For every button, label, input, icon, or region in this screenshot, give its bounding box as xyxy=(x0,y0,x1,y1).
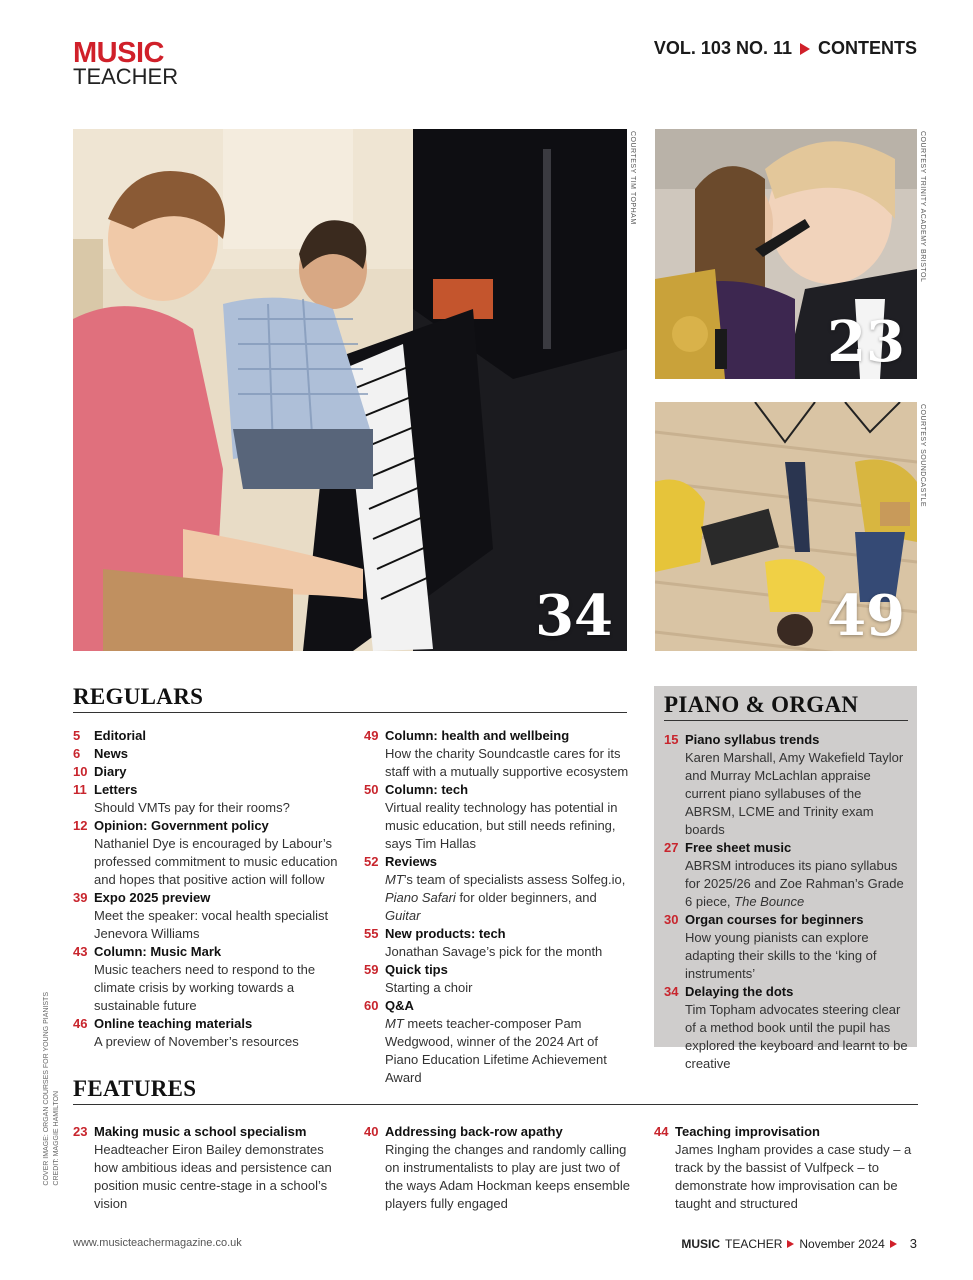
toc-entry[interactable] xyxy=(73,943,343,1015)
page-number: 59 xyxy=(364,962,379,977)
toc-entry[interactable] xyxy=(73,727,343,745)
entry-title: Diary xyxy=(94,764,127,779)
arrow-right-icon xyxy=(787,1240,794,1248)
photo-page-number: 49 xyxy=(827,583,905,649)
entry-title: Column: Music Mark xyxy=(94,944,222,959)
features-column-2 xyxy=(364,1123,632,1213)
entry-description: Should VMTs pay for their rooms? xyxy=(94,800,290,815)
arrow-right-icon xyxy=(800,43,810,55)
entry-title: News xyxy=(94,746,128,761)
footer-date: November 2024 xyxy=(799,1236,885,1251)
entry-title: Teaching improvisation xyxy=(675,1124,820,1139)
photo-credit: COURTESY TIM TOPHAM xyxy=(629,131,636,225)
entry-title: Column: health and wellbeing xyxy=(385,728,570,743)
cover-credit-line: CREDIT: MAGGIE HAMILTON xyxy=(53,1090,60,1186)
entry-description: Karen Marshall, Amy Wakefield Taylor and Murray McLachlan appraise current piano syllabuses of the ABRSM, LCME and Trinity exam boards xyxy=(685,750,904,837)
issue-header xyxy=(654,38,917,59)
page-number: 6 xyxy=(73,746,81,761)
page-number: 23 xyxy=(73,1124,88,1139)
website-link[interactable]: www.musicteachermagazine.co.uk xyxy=(73,1237,242,1249)
page-number: 27 xyxy=(664,840,679,855)
page-number: 15 xyxy=(664,732,679,747)
entry-title: Organ courses for beginners xyxy=(685,912,864,927)
page-number: 3 xyxy=(909,1236,917,1251)
page-number: 49 xyxy=(364,728,379,743)
toc-entry[interactable] xyxy=(364,727,632,781)
page-number: 39 xyxy=(73,890,88,905)
toc-entry[interactable] xyxy=(73,763,343,781)
arrow-right-icon xyxy=(890,1240,897,1248)
entry-title: Online teaching materials xyxy=(94,1016,253,1031)
photo-credit: COURTESY SOUNDCASTLE xyxy=(919,404,926,508)
toc-entry[interactable] xyxy=(364,997,632,1087)
photo-page-number: 34 xyxy=(535,583,613,649)
photo-page-number: 23 xyxy=(827,309,905,375)
entry-description: Tim Topham advocates steering clear of a method book until the pupil has explored the keyboard and learnt to be creative xyxy=(685,1002,908,1071)
page-number: 44 xyxy=(654,1124,669,1139)
entry-description: A preview of November’s resources xyxy=(94,1034,299,1049)
toc-entry[interactable] xyxy=(73,1123,343,1213)
page-number: 30 xyxy=(664,912,679,927)
piano-organ-heading: PIANO & ORGAN xyxy=(664,692,908,721)
photo-credit: COURTESY TRINITY ACADEMY BRISTOL xyxy=(919,131,926,283)
toc-entry[interactable] xyxy=(73,889,343,943)
page-number: 10 xyxy=(73,764,88,779)
toc-entry[interactable] xyxy=(73,1015,343,1051)
piano-organ-panel xyxy=(654,686,917,1071)
toc-entry[interactable] xyxy=(664,839,908,911)
features-column-1 xyxy=(73,1123,343,1213)
entry-description: How the charity Soundcastle cares for its staff with a mutually supportive ecosystem xyxy=(385,746,629,779)
piano-lesson-illustration xyxy=(73,129,627,651)
issue-number: VOL. 103 NO. 11 xyxy=(653,38,792,58)
footer-magazine-bold: MUSIC xyxy=(681,1236,721,1251)
toc-entry[interactable] xyxy=(364,781,632,853)
page-number: 60 xyxy=(364,998,379,1013)
page-number: 12 xyxy=(73,818,88,833)
page-number: 55 xyxy=(364,926,379,941)
cover-image-credit xyxy=(42,992,62,1186)
footer-magazine-rest: TEACHER xyxy=(725,1236,783,1251)
logo-teacher: TEACHER xyxy=(73,63,179,89)
entry-description: Music teachers need to respond to the climate crisis by working towards a sustainable future xyxy=(94,962,316,1013)
cover-credit-line: COVER IMAGE: ORGAN COURSES FOR YOUNG PIANISTS xyxy=(43,992,50,1186)
toc-entry[interactable] xyxy=(654,1123,917,1213)
toc-entry[interactable] xyxy=(73,781,343,817)
entry-title: Piano syllabus trends xyxy=(685,732,820,747)
toc-entry[interactable] xyxy=(364,925,632,961)
entry-description: Ringing the changes and randomly calling on instrumentalists to play are just two of the ways Adam Hockman keeps ensemble players fully engaged xyxy=(385,1142,630,1211)
entry-title: Reviews xyxy=(385,854,438,869)
entry-description: James Ingham provides a case study – a track by the bassist of Vulfpeck – to demonstrate how improvisation can be taught and structured xyxy=(675,1142,912,1211)
entry-title: Quick tips xyxy=(385,962,448,977)
entry-title: Delaying the dots xyxy=(685,984,794,999)
entry-description: How young pianists can explore adapting their skills to the ‘king of instruments’ xyxy=(685,930,877,981)
magazine-logo xyxy=(73,37,179,89)
features-column-3 xyxy=(654,1123,917,1213)
footer-folio xyxy=(681,1236,917,1251)
section-label: CONTENTS xyxy=(818,38,917,58)
page-number: 11 xyxy=(73,782,87,797)
entry-title: Editorial xyxy=(94,728,147,743)
toc-entry[interactable] xyxy=(664,911,908,983)
page-number: 40 xyxy=(364,1124,379,1139)
entry-description: Headteacher Eiron Bailey demonstrates how ambitious ideas and persistence can position music centre-stage in a school’s vision xyxy=(94,1142,332,1211)
entry-title: Opinion: Government policy xyxy=(94,818,269,833)
page-number: 52 xyxy=(364,854,379,869)
page-number: 43 xyxy=(73,944,88,959)
entry-description: Virtual reality technology has potential in music education, but still needs refining, says Tim Hallas xyxy=(385,800,618,851)
toc-entry[interactable] xyxy=(73,817,343,889)
logo-music: MUSIC xyxy=(73,37,164,69)
entry-title: Making music a school specialism xyxy=(94,1124,307,1139)
entry-title: Addressing back-row apathy xyxy=(385,1124,563,1139)
entry-title: Free sheet music xyxy=(685,840,792,855)
photo-floor-workshop xyxy=(655,402,917,651)
entry-description: Nathaniel Dye is encouraged by Labour’s professed commitment to music education and hopes that positive action will follow xyxy=(94,836,338,887)
toc-entry[interactable] xyxy=(364,853,632,925)
regulars-heading: REGULARS xyxy=(73,684,627,713)
entry-description: MT meets teacher-composer Pam Wedgwood, winner of the 2024 Art of Piano Education Lifetime Achievement Award xyxy=(385,1016,607,1085)
page-number: 5 xyxy=(73,728,81,743)
page-number: 50 xyxy=(364,782,379,797)
entry-description: Starting a choir xyxy=(385,980,473,995)
toc-entry[interactable] xyxy=(664,731,908,839)
page-number: 46 xyxy=(73,1016,88,1031)
features-heading: FEATURES xyxy=(73,1076,918,1105)
entry-description: Meet the speaker: vocal health specialist Jenevora Williams xyxy=(94,908,329,941)
entry-title: Expo 2025 preview xyxy=(94,890,211,905)
photo-saxophone-pupils xyxy=(655,129,917,379)
entry-title: Letters xyxy=(94,782,138,797)
toc-entry[interactable] xyxy=(664,983,908,1073)
photo-piano-lesson xyxy=(73,129,627,651)
entry-title: Column: tech xyxy=(385,782,469,797)
entry-title: Q&A xyxy=(385,998,414,1013)
entry-description: Jonathan Savage’s pick for the month xyxy=(385,944,603,959)
toc-entry[interactable] xyxy=(364,1123,632,1213)
entry-description: MT’s team of specialists assess Solfeg.io, Piano Safari for older beginners, and Guitar xyxy=(385,872,626,923)
entry-description: ABRSM introduces its piano syllabus for 2025/26 and Zoe Rahman’s Grade 6 piece, The Bounce xyxy=(685,858,904,909)
toc-entry[interactable] xyxy=(73,745,343,763)
regulars-column-1 xyxy=(73,727,343,1051)
entry-title: New products: tech xyxy=(385,926,506,941)
toc-entry[interactable] xyxy=(364,961,632,997)
page-number: 34 xyxy=(664,984,679,999)
regulars-column-2 xyxy=(364,727,632,1087)
